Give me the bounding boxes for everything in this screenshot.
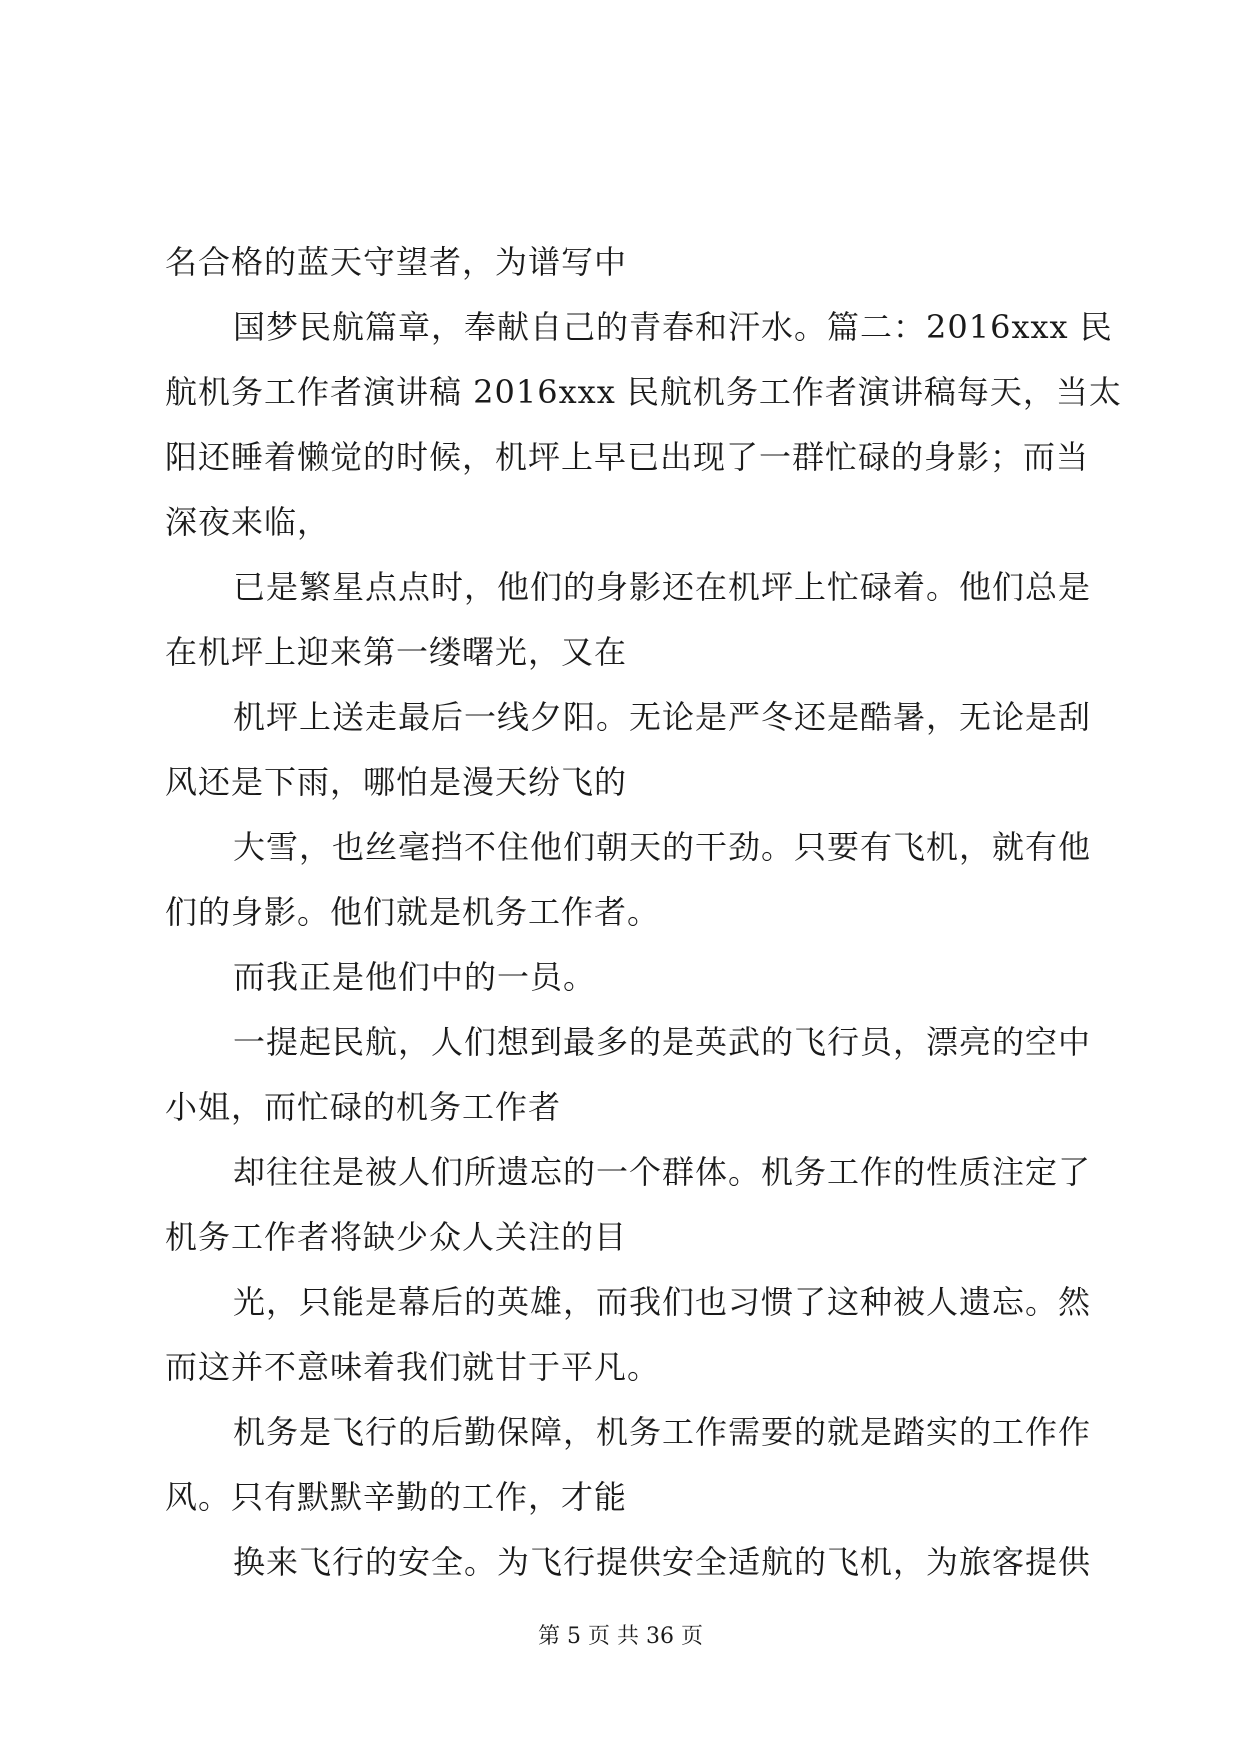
text-line: 国梦民航篇章，奉献自己的青春和汗水。篇二：2016xxx 民 [233, 308, 1113, 346]
text-line: 风还是下雨，哪怕是漫天纷飞的 [165, 763, 628, 801]
text-line: 光，只能是幕后的英雄，而我们也习惯了这种被人遗忘。然 [233, 1283, 1092, 1321]
text-line: 机坪上送走最后一线夕阳。无论是严冬还是酷暑，无论是刮 [233, 698, 1092, 736]
text-line: 们的身影。他们就是机务工作者。 [165, 893, 661, 931]
text-line: 名合格的蓝天守望者，为谱写中 [165, 243, 628, 281]
text-line: 阳还睡着懒觉的时候，机坪上早已出现了一群忙碌的身影；而当 [165, 438, 1090, 476]
text-line: 在机坪上迎来第一缕曙光，又在 [165, 633, 628, 671]
text-line: 已是繁星点点时，他们的身影还在机坪上忙碌着。他们总是 [233, 568, 1092, 606]
text-line: 小姐，而忙碌的机务工作者 [165, 1088, 562, 1126]
body-text [165, 230, 1122, 1595]
text-line: 而这并不意味着我们就甘于平凡。 [165, 1348, 661, 1386]
text-line: 机务是飞行的后勤保障，机务工作需要的就是踏实的工作作 [233, 1413, 1092, 1451]
text-line: 却往往是被人们所遗忘的一个群体。机务工作的性质注定了 [233, 1153, 1092, 1191]
text-line: 换来飞行的安全。为飞行提供安全适航的飞机，为旅客提供 [233, 1543, 1092, 1581]
text-line: 深夜来临， [165, 503, 331, 541]
text-line: 风。只有默默辛勤的工作，才能 [165, 1478, 628, 1516]
text-line: 航机务工作者演讲稿 2016xxx 民航机务工作者演讲稿每天，当太 [165, 373, 1122, 411]
page-number-label: 第 5 页 共 36 页 [538, 1624, 703, 1649]
text-line: 一提起民航，人们想到最多的是英武的飞行员，漂亮的空中 [233, 1023, 1092, 1061]
text-line: 机务工作者将缺少众人关注的目 [165, 1218, 628, 1256]
text-line: 而我正是他们中的一员。 [233, 958, 597, 996]
text-line: 大雪，也丝毫挡不住他们朝天的干劲。只要有飞机，就有他 [233, 828, 1092, 866]
page-footer [0, 1622, 1241, 1652]
